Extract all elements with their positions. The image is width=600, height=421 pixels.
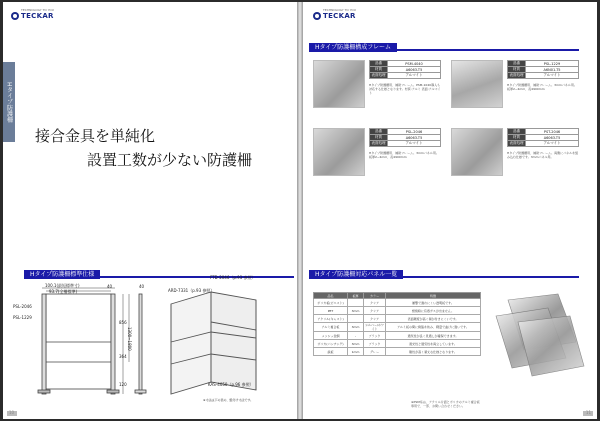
page-number: 11 [585,410,591,415]
spec-value: アルマイト [526,73,579,79]
teckar-logo-icon [313,12,321,20]
spec-key: 表面処理 [509,73,524,77]
spec-key: 表面処理 [371,73,386,77]
frame-description: Hタイプ防護柵用、補助フレーム。PSM-1040導入も対応する仕様となります。材質:アルミ 表面:アルマイト [369,83,441,95]
section-title: Hタイプ防護柵対応パネル一覧 [309,270,403,279]
table-row [314,323,481,332]
headline-line-1: 接合金具を単純化 [35,127,156,145]
label-dim-a: 856 [119,320,127,325]
spec-key: 表面処理 [371,141,386,145]
label-dim-b: 364 [119,354,127,359]
frame-photo [451,60,503,108]
cell: 燃焼時に有毒ガスが出ません。 [386,307,481,315]
frame-description: Hタイプ防護柵用、補助フレーム。両側にパネルを組み込む仕様です。3mmパネル用。 [507,151,579,159]
spec-value: A6063-T5 [388,135,441,141]
drawing-note: ※寸法は下の表の、組付け寸法です。 [203,398,254,402]
label-dim-e: 120 [119,382,127,387]
panel-note: ※PSM系は、アクリル片面とポリカのアルミ複合板専用で、一部、お問い合わせください。 [411,400,480,408]
spec-value: PSL-2046 [388,129,441,135]
spec-key: 材質 [370,67,388,73]
label-psl2046: PSL-2046 [13,304,32,309]
label-top-width-2: 93.7(全柵標準) [49,289,78,294]
spec-key: 材質 [508,67,526,73]
label-height: 1300~1800 [127,327,132,351]
perspective-view [171,292,256,394]
frame-card [451,128,579,188]
frame-spec-table [369,128,441,147]
section-title: Hタイプ防護柵標準仕様 [24,270,100,279]
column-header: 板厚 [348,293,364,299]
cell: PET [314,307,348,315]
section-rule [100,276,294,278]
table-row [314,299,481,307]
headline-line-2: 設置工数が少ない防護柵 [87,151,253,169]
section-bar-frames [309,43,579,52]
label-dim-d: 40 [139,284,145,289]
side-view [135,294,146,394]
spec-key: 表面処理 [509,141,524,145]
cell: アクリル(キャスト) [314,315,348,323]
spec-value: A6N01-T5 [526,67,579,73]
spec-value: PSM-4040 [388,61,441,67]
frame-card [313,60,441,120]
label-ard: ARD-7331（p.93 参照） [168,288,215,293]
cell: 1mm [348,348,364,356]
cell: メッシュ金網 [314,332,348,340]
section-rule [403,276,579,278]
spec-value: アルマイト [388,73,441,79]
column-header: カラー [364,293,386,299]
cell: シルバー/ホワイト [365,323,384,331]
spec-value: PSL-1229 [526,61,579,67]
cell: クリア [364,299,386,307]
label-dim-c: 40 [107,284,113,289]
table-row [314,307,481,315]
frame-spec-table [507,128,579,147]
brand-logo [11,8,54,20]
spec-key: 材質 [508,135,526,141]
spec-key: 品番 [370,61,388,67]
right-page [303,2,597,419]
cell: 表面硬度が高く傷が付きにくいです。 [386,315,481,323]
brand-logo-right [313,8,356,20]
cell: 鉄板 [314,348,348,356]
cell: アルミ複合板 [314,323,348,332]
cell: アルミ板の間に樹脂を挟み、軽量で曲げに強いです。 [386,323,481,332]
frame-spec-table [507,60,579,79]
section-rule [397,49,579,51]
label-psl1229: PSL-1229 [13,315,32,320]
left-page [3,2,297,419]
cell: 剛性が高く頑丈な仕様となります。 [386,348,481,356]
frame-card [451,60,579,120]
spec-value: A6063-T5 [388,67,441,73]
cell: 通気性が良く見通しが確保できます。 [386,332,481,340]
cell: ブラック [364,332,386,340]
front-view [38,288,129,394]
spec-value: アルマイト [388,141,441,147]
frame-description: Hタイプ防護柵用、補助フレーム。3mmパネル用。板厚2~4mm、長4900mm [369,151,439,159]
frame-description: Hタイプ防護柵用、補助フレーム。3mmパネル用。板厚2~4mm、長4900mm [507,83,577,91]
spec-value: A6063-T5 [526,135,579,141]
cell: ポリカ板(ピエスト) [314,299,348,307]
section-title: Hタイプ防護柵構成フレーム [309,43,397,52]
spec-key: 品番 [508,129,526,135]
cell [348,299,364,307]
frame-photo [313,128,365,176]
cell: - [348,332,364,340]
frame-photo [451,128,503,176]
cell: 3mm [348,340,364,348]
table-row [314,315,481,323]
brand-tagline: TECHNOLOGY TO YOU [21,8,54,12]
cell: グレー [364,348,386,356]
column-header: 品名 [314,293,348,299]
cell: 遮光性と通気性を両立しています。 [386,340,481,348]
brand-name: TECKAR [21,12,54,20]
label-ftd: FTD-2046（p.93 参照） [210,275,256,280]
label-top-width: 100.1(最短標準寸) [45,283,80,288]
spec-key: 品番 [508,61,526,67]
table-row [314,340,481,348]
standard-drawing [11,282,291,407]
spec-value: アルマイト [526,141,579,147]
cell: クリア [364,307,386,315]
frame-photo [313,60,365,108]
brand-name: TECKAR [323,12,356,20]
page-number: 10 [9,410,15,415]
side-tab: Hタイプ防護柵 [3,62,15,142]
cell: 3mm [348,323,364,332]
table-row [314,348,481,356]
panel-samples-photo [488,292,588,382]
teckar-logo-icon [11,12,19,20]
cell: ブラック [364,340,386,348]
spec-key: 材質 [370,135,388,141]
label-kas: KAS-4050（p.96 参照） [208,382,254,387]
frame-card [313,128,441,188]
spec-key: 品番 [370,129,388,135]
cell: ポリカ(パンチング) [314,340,348,348]
cell [348,315,364,323]
frame-spec-table [369,60,441,79]
table-row [314,332,481,340]
cell: 衝撃で割れにくい透明板です。 [386,299,481,307]
spec-value: PST-2046 [526,129,579,135]
column-header: 特徴 [386,293,481,299]
cell: クリア [364,315,386,323]
cell: 3mm [348,307,364,315]
brand-tagline: TECHNOLOGY TO YOU [323,8,356,12]
section-bar-panels [309,270,579,279]
panel-table [313,292,481,356]
